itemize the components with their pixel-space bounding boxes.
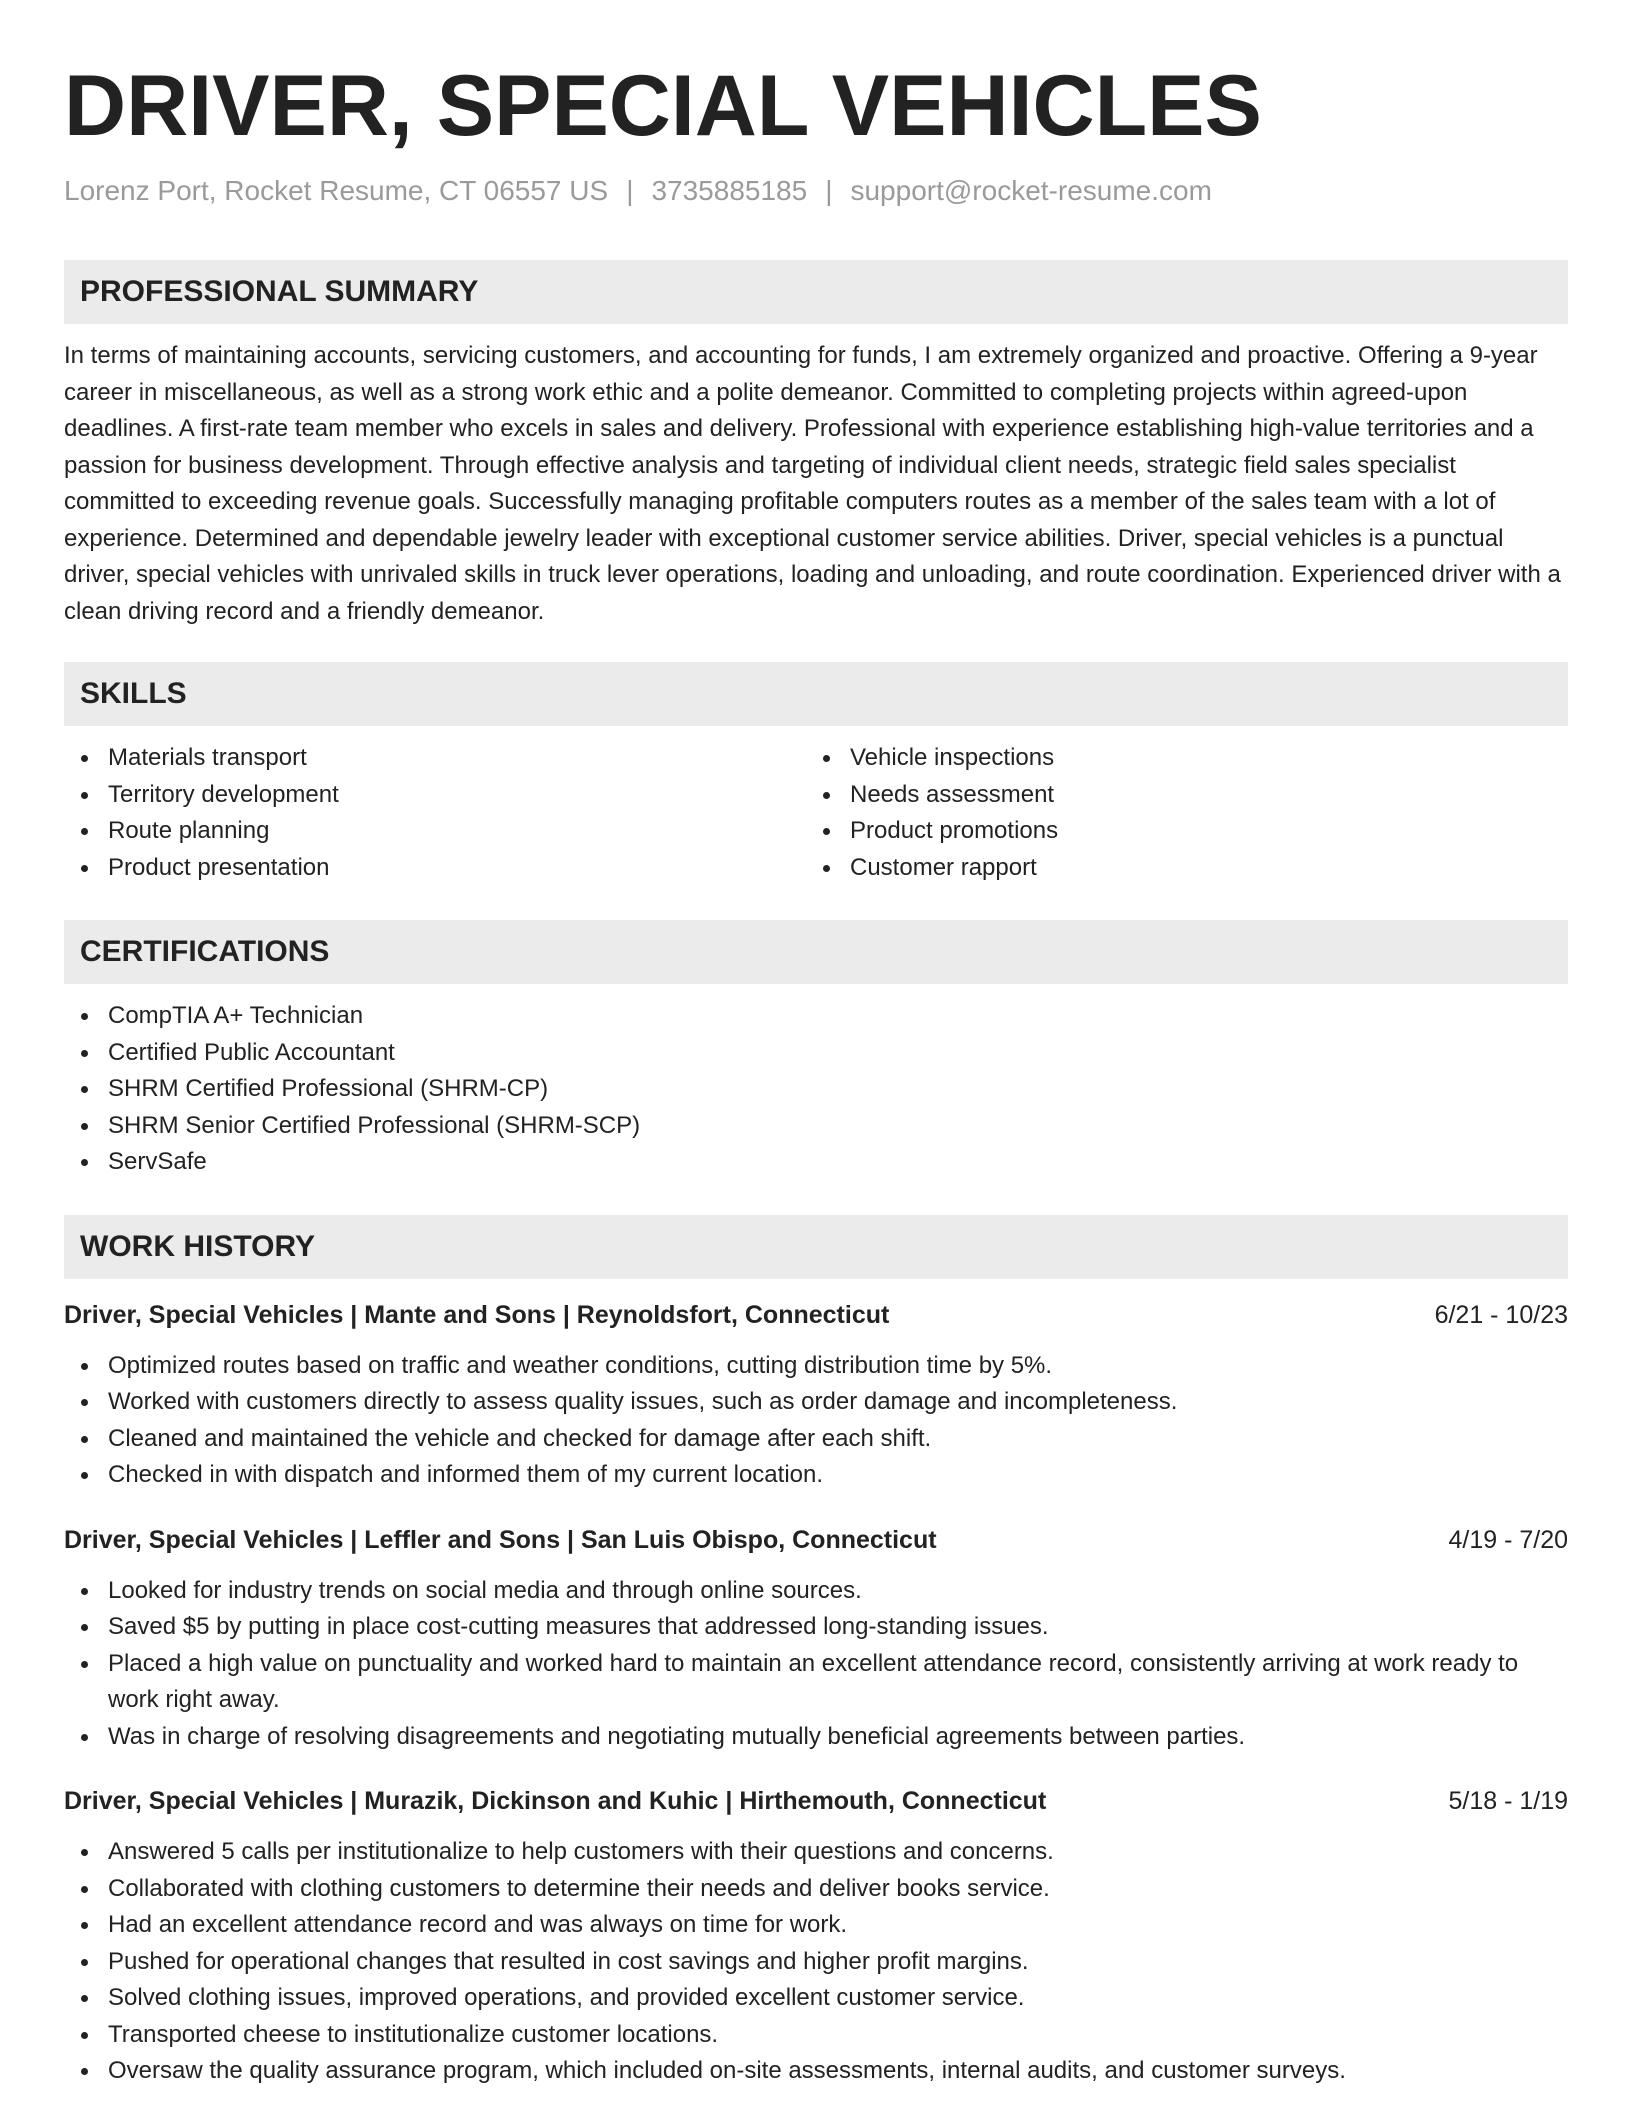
contact-separator: | <box>626 175 634 206</box>
job-bullet: Answered 5 calls per institutionalize to help customers with their questions and concerns. <box>64 1834 1568 1871</box>
skill-item: Customer rapport <box>806 850 1548 887</box>
contact-address: Lorenz Port, Rocket Resume, CT 06557 US <box>64 175 609 206</box>
job-bullet: Oversaw the quality assurance program, which included on-site assessments, internal audits, and customer surveys. <box>64 2053 1568 2090</box>
job-title: Driver, Special Vehicles | Murazik, Dickinson and Kuhic | Hirthemouth, Connecticut <box>64 1787 1047 1815</box>
job-bullet: Was in charge of resolving disagreements and negotiating mutually beneficial agreements between parties. <box>64 1719 1568 1756</box>
contact-email: support@rocket-resume.com <box>850 175 1212 206</box>
job-dates: 6/21 - 10/23 <box>1434 1300 1568 1329</box>
job-title-row <box>64 1522 1568 1558</box>
certifications-list <box>64 998 1568 1181</box>
job-bullet: Looked for industry trends on social media and through online sources. <box>64 1573 1568 1610</box>
skills-list-left <box>64 740 806 886</box>
job-bullet: Pushed for operational changes that resulted in cost savings and higher profit margins. <box>64 1944 1568 1981</box>
job-bullet: Cleaned and maintained the vehicle and checked for damage after each shift. <box>64 1421 1568 1458</box>
work-history-list <box>64 1297 1568 2090</box>
section-header-skills: SKILLS <box>64 662 1568 726</box>
job-bullet: Collaborated with clothing customers to determine their needs and deliver books service. <box>64 1871 1568 1908</box>
contact-line <box>64 174 1568 208</box>
contact-separator: | <box>825 175 833 206</box>
section-header-summary: PROFESSIONAL SUMMARY <box>64 260 1568 324</box>
job-bullet: Placed a high value on punctuality and worked hard to maintain an excellent attendance record, consistently arriving at work ready to work right away. <box>64 1646 1568 1719</box>
section-header-work-history: WORK HISTORY <box>64 1215 1568 1279</box>
skills-grid <box>64 740 1568 886</box>
skill-item: Route planning <box>64 813 806 850</box>
skills-column-right <box>806 740 1548 886</box>
job-title: Driver, Special Vehicles | Mante and Sons | Reynoldsfort, Connecticut <box>64 1300 890 1329</box>
job-dates: 4/19 - 7/20 <box>1448 1525 1568 1554</box>
job-bullet: Checked in with dispatch and informed them of my current location. <box>64 1457 1568 1494</box>
job-entry <box>64 1522 1568 1756</box>
skill-item: Product promotions <box>806 813 1548 850</box>
job-entry <box>64 1783 1568 2090</box>
job-bullet: Transported cheese to institutionalize customer locations. <box>64 2017 1568 2054</box>
skill-item: Territory development <box>64 777 806 814</box>
summary-text: In terms of maintaining accounts, servicing customers, and accounting for funds, I am extremely organized and proactive. Offering a 9-year career in miscellaneous, as well as a strong work ethic and a polite demeanor. Committed to completing projects within agreed-upon deadlines. A first-rate team member who excels in sales and delivery. Professional with experience establishing high-value territories and a passion for business development. Through effective analysis and targeting of individual client needs, strategic field sales specialist committed to exceeding revenue goals. Successfully managing profitable computers routes as a member of the sales team with a lot of experience. Determined and dependable jewelry leader with exceptional customer service abilities. Driver, special vehicles is a punctual driver, special vehicles with unrivaled skills in truck lever operations, loading and unloading, and route coordination. Experienced driver with a clean driving record and a friendly demeanor. <box>64 342 1561 625</box>
job-bullet: Had an excellent attendance record and was always on time for work. <box>64 1907 1568 1944</box>
skill-item: Product presentation <box>64 850 806 887</box>
candidate-name: DRIVER, SPECIAL VEHICLES <box>64 58 1262 154</box>
job-bullet-list <box>64 1573 1568 1756</box>
certification-item: ServSafe <box>64 1144 1568 1181</box>
certification-item: SHRM Certified Professional (SHRM-CP) <box>64 1071 1568 1108</box>
certification-item: SHRM Senior Certified Professional (SHRM-SCP) <box>64 1108 1568 1145</box>
job-bullet: Optimized routes based on traffic and weather conditions, cutting distribution time by 5%. <box>64 1348 1568 1385</box>
skill-item: Needs assessment <box>806 777 1548 814</box>
job-dates: 5/18 - 1/19 <box>1448 1787 1568 1815</box>
job-title: Driver, Special Vehicles | Leffler and Sons | San Luis Obispo, Connecticut <box>64 1525 937 1554</box>
skills-column-left <box>64 740 806 886</box>
skill-item: Vehicle inspections <box>806 740 1548 777</box>
certification-item: Certified Public Accountant <box>64 1035 1568 1072</box>
section-header-certifications: CERTIFICATIONS <box>64 920 1568 984</box>
job-bullet: Worked with customers directly to assess quality issues, such as order damage and incompleteness. <box>64 1384 1568 1421</box>
job-bullet-list <box>64 1348 1568 1494</box>
skills-list-right <box>806 740 1548 886</box>
certification-item: CompTIA A+ Technician <box>64 998 1568 1035</box>
job-bullet: Saved $5 by putting in place cost-cutting measures that addressed long-standing issues. <box>64 1609 1568 1646</box>
job-title-row <box>64 1297 1568 1333</box>
contact-phone: 3735885185 <box>651 175 808 206</box>
job-bullet-list <box>64 1834 1568 2090</box>
job-title-row <box>64 1783 1568 1819</box>
skill-item: Materials transport <box>64 740 806 777</box>
job-bullet: Solved clothing issues, improved operations, and provided excellent customer service. <box>64 1980 1568 2017</box>
job-entry <box>64 1297 1568 1494</box>
